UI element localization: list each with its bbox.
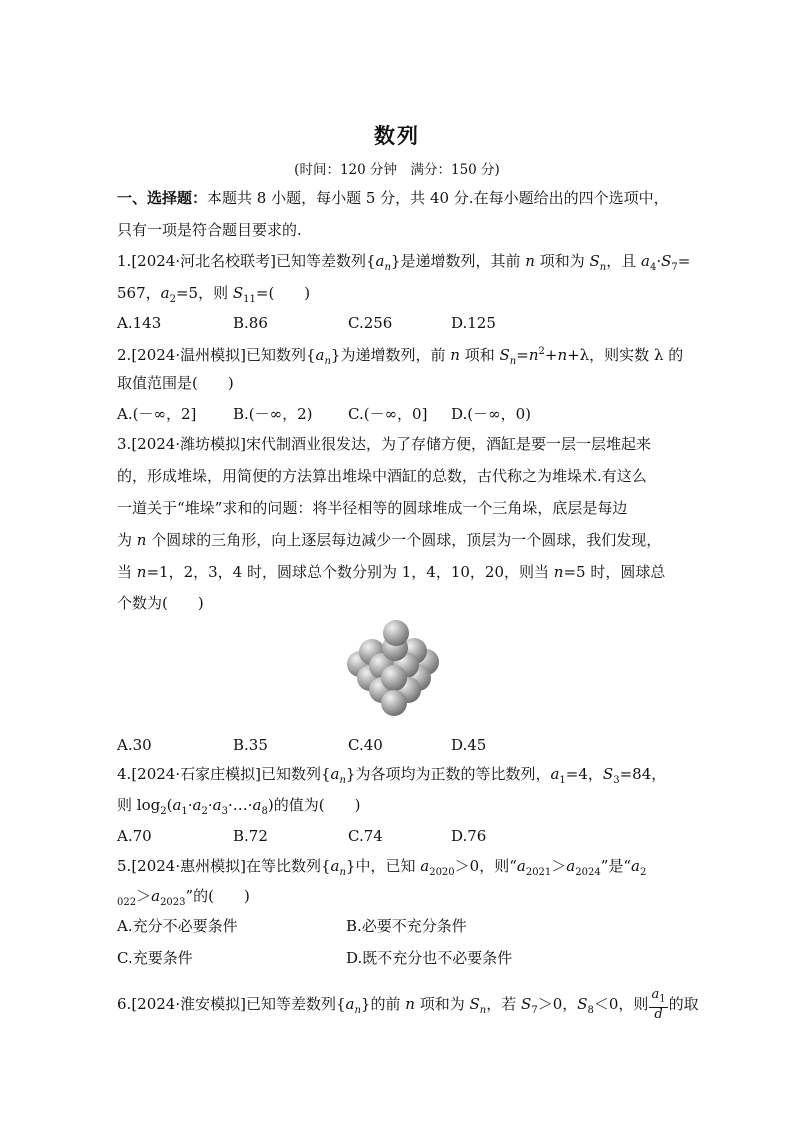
question-number: 1. <box>117 252 132 270</box>
question-text: }为递增数列，前 <box>330 346 446 364</box>
option-d: D.既不充分也不必要条件 <box>346 949 513 967</box>
question-text: }中，已知 <box>345 857 416 875</box>
question-text: 则 log <box>117 796 161 814</box>
question-text: 为 <box>117 531 133 549</box>
question-3-line5: 当 n=1，2，3，4 时，圆球总个数分别为 1，4，10，20，则当 n=5 时，圆球总 <box>117 563 666 581</box>
question-text: 已知等差数列{ <box>245 994 346 1013</box>
option-d: D.(－∞，0) <box>451 405 532 423</box>
question-source: [2024·河北名校联考] <box>131 252 276 270</box>
question-text: 个圆球的三角形，向上逐层每边减少一个圆球，顶层为一个圆球，我们发现， <box>151 531 662 549</box>
question-text: =84， <box>619 765 667 783</box>
question-6: 6.[2024·淮安模拟]已知等差数列$\{a_n\}$的前 n 项和为 $S_n$，若 $S_7>0$，$S_8<0$，则 $\frac{a_1}{d}$ 的取 <box>117 987 699 1022</box>
question-text: 567， <box>117 284 161 302</box>
option-a: A.(－∞，2] <box>117 405 197 423</box>
question-5: 5.[2024·惠州模拟]在等比数列$\{a_n\}$中，已知 $a_{2020}>0$，则“$a_{2021}>a_{2024}$”是“$a_2$ <box>117 857 647 878</box>
question-source: [2024·温州模拟] <box>131 346 246 364</box>
question-text: 已知等差数列{ <box>275 252 376 270</box>
question-text: 在等比数列{ <box>245 857 331 875</box>
question-text: =1，2，3，4 时，圆球总个数分别为 1，4，10，20，则当 <box>146 563 550 581</box>
question-source: [2024·惠州模拟] <box>131 857 246 875</box>
question-number: 6. <box>117 994 132 1013</box>
option-c: C.256 <box>348 314 393 332</box>
question-number: 5. <box>117 857 132 875</box>
question-text: ＞0， <box>537 994 578 1013</box>
question-3 <box>117 434 651 454</box>
question-4: 4.[2024·石家庄模拟]已知数列$\{a_n\}$为各项均为正数的等比数列，$a_1=4$，$S_3=84$， <box>117 765 667 786</box>
question-3-line6: 个数为( ) <box>117 594 204 612</box>
question-text: }的前 <box>360 994 401 1013</box>
question-3-line3: 一道关于“堆垛”求和的问题：将半径相等的圆球堆成一个三角垛，底层是每边 <box>117 499 628 517</box>
option-d: D.76 <box>451 827 487 845</box>
question-text: }是递增数列，其前 <box>390 252 521 270</box>
option-a: A.充分不必要条件 <box>117 917 238 935</box>
option-b: B.(－∞，2) <box>233 405 313 423</box>
question-text: ＜0，则 <box>593 994 649 1013</box>
question-text: 当 <box>117 563 133 581</box>
option-c: C.40 <box>348 736 383 754</box>
question-text: + <box>544 346 558 364</box>
question-text: ( <box>166 796 173 814</box>
option-a: A.143 <box>117 314 162 332</box>
question-number: 3. <box>117 435 132 453</box>
ball <box>381 665 407 691</box>
ball-pile <box>347 620 439 716</box>
option-a: A.30 <box>117 736 152 754</box>
section-instructions <box>117 188 669 208</box>
question-text: ＞0，则“ <box>454 857 517 875</box>
question-3-line2: 的，形成堆垛，用简便的方法算出堆垛中酒缸的总数，古代称之为堆垛术.有这么 <box>117 467 647 485</box>
option-c: C.充要条件 <box>117 949 193 967</box>
question-text: +λ，则实数 λ 的 <box>567 346 684 364</box>
question-text: ”的( ) <box>185 887 250 905</box>
question-text: =5，则 <box>175 284 229 302</box>
question-1: 1.[2024·河北名校联考]已知等差数列$\{a_n\}$是递增数列，其前 n 项和为 $S_n$，且 $a_4\cdot S_7=$ <box>117 252 691 273</box>
ball <box>381 690 407 716</box>
question-number: 4. <box>117 765 132 783</box>
question-text: 已知数列{ <box>245 346 316 364</box>
question-text: ＞ <box>551 857 567 875</box>
question-1-line2: 567，$a_2=5$，则 $S_{11}=$( ) <box>117 284 311 305</box>
question-text: )的值为( ) <box>267 796 361 814</box>
question-source: [2024·淮安模拟] <box>131 994 246 1013</box>
option-b: B.86 <box>233 314 268 332</box>
option-d: D.125 <box>451 314 496 332</box>
question-text: ＞ <box>136 887 152 905</box>
question-text: 项和为 <box>419 994 465 1013</box>
option-d: D.45 <box>451 736 487 754</box>
option-b: B.35 <box>233 736 268 754</box>
option-c: C.(－∞，0] <box>348 405 428 423</box>
question-text: = <box>677 252 691 270</box>
question-text: 宋代制酒业很发达，为了存储方便，酒缸是要一层一层堆起来 <box>245 435 651 453</box>
question-text: =5 时，圆球总 <box>563 563 666 581</box>
question-4-line2: 则 $\log_2(a_1\cdot a_2\cdot a_3\cdot\dots\cdot a_8)$的值为( ) <box>117 796 361 817</box>
question-source: [2024·潍坊模拟] <box>131 435 246 453</box>
question-source: [2024·石家庄模拟] <box>131 765 261 783</box>
question-text: ”是“ <box>600 857 632 875</box>
question-number: 2. <box>117 346 132 364</box>
question-text: }为各项均为正数的等比数列， <box>345 765 551 783</box>
option-c: C.74 <box>348 827 383 845</box>
question-text: ，若 <box>486 994 517 1013</box>
question-text: ，且 <box>606 252 637 270</box>
question-3-line4: 为 n 个圆球的三角形，向上逐层每边减少一个圆球，顶层为一个圆球，我们发现， <box>117 531 662 549</box>
question-text: ·…· <box>227 796 253 814</box>
section-heading: 一、选择题： <box>117 189 208 207</box>
question-2-line2: 取值范围是( ) <box>117 374 234 392</box>
question-text: =( ) <box>255 284 311 302</box>
section-instructions-line2: 只有一项是符合题目要求的. <box>117 221 302 239</box>
question-5-line2: $_{022}>a_{2023}$”的( ) <box>117 887 250 908</box>
question-text: =4， <box>565 765 603 783</box>
option-b: B.必要不充分条件 <box>346 917 467 935</box>
question-text: 项和 <box>464 346 495 364</box>
section-text: 本题共 8 小题，每小题 5 分，共 40 分.在每小题给出的四个选项中， <box>207 189 669 207</box>
fraction-a1-over-d: $\frac{a_1}{d}$ <box>651 987 666 1022</box>
question-text: 的取 <box>668 994 699 1013</box>
exam-time-score: (时间：120 分钟 满分：150 分) <box>294 162 500 178</box>
question-2: 2.[2024·温州模拟]已知数列$\{a_n\}$为递增数列，前 n 项和 $S_n=n^2+n+\lambda$，则实数 λ 的 <box>117 346 684 367</box>
page-title: 数列 <box>374 124 420 148</box>
stacked-balls-figure <box>340 618 452 728</box>
ball <box>383 620 409 646</box>
option-a: A.70 <box>117 827 152 845</box>
option-b: B.72 <box>233 827 268 845</box>
question-text: 项和为 <box>539 252 585 270</box>
question-text: 已知数列{ <box>260 765 331 783</box>
